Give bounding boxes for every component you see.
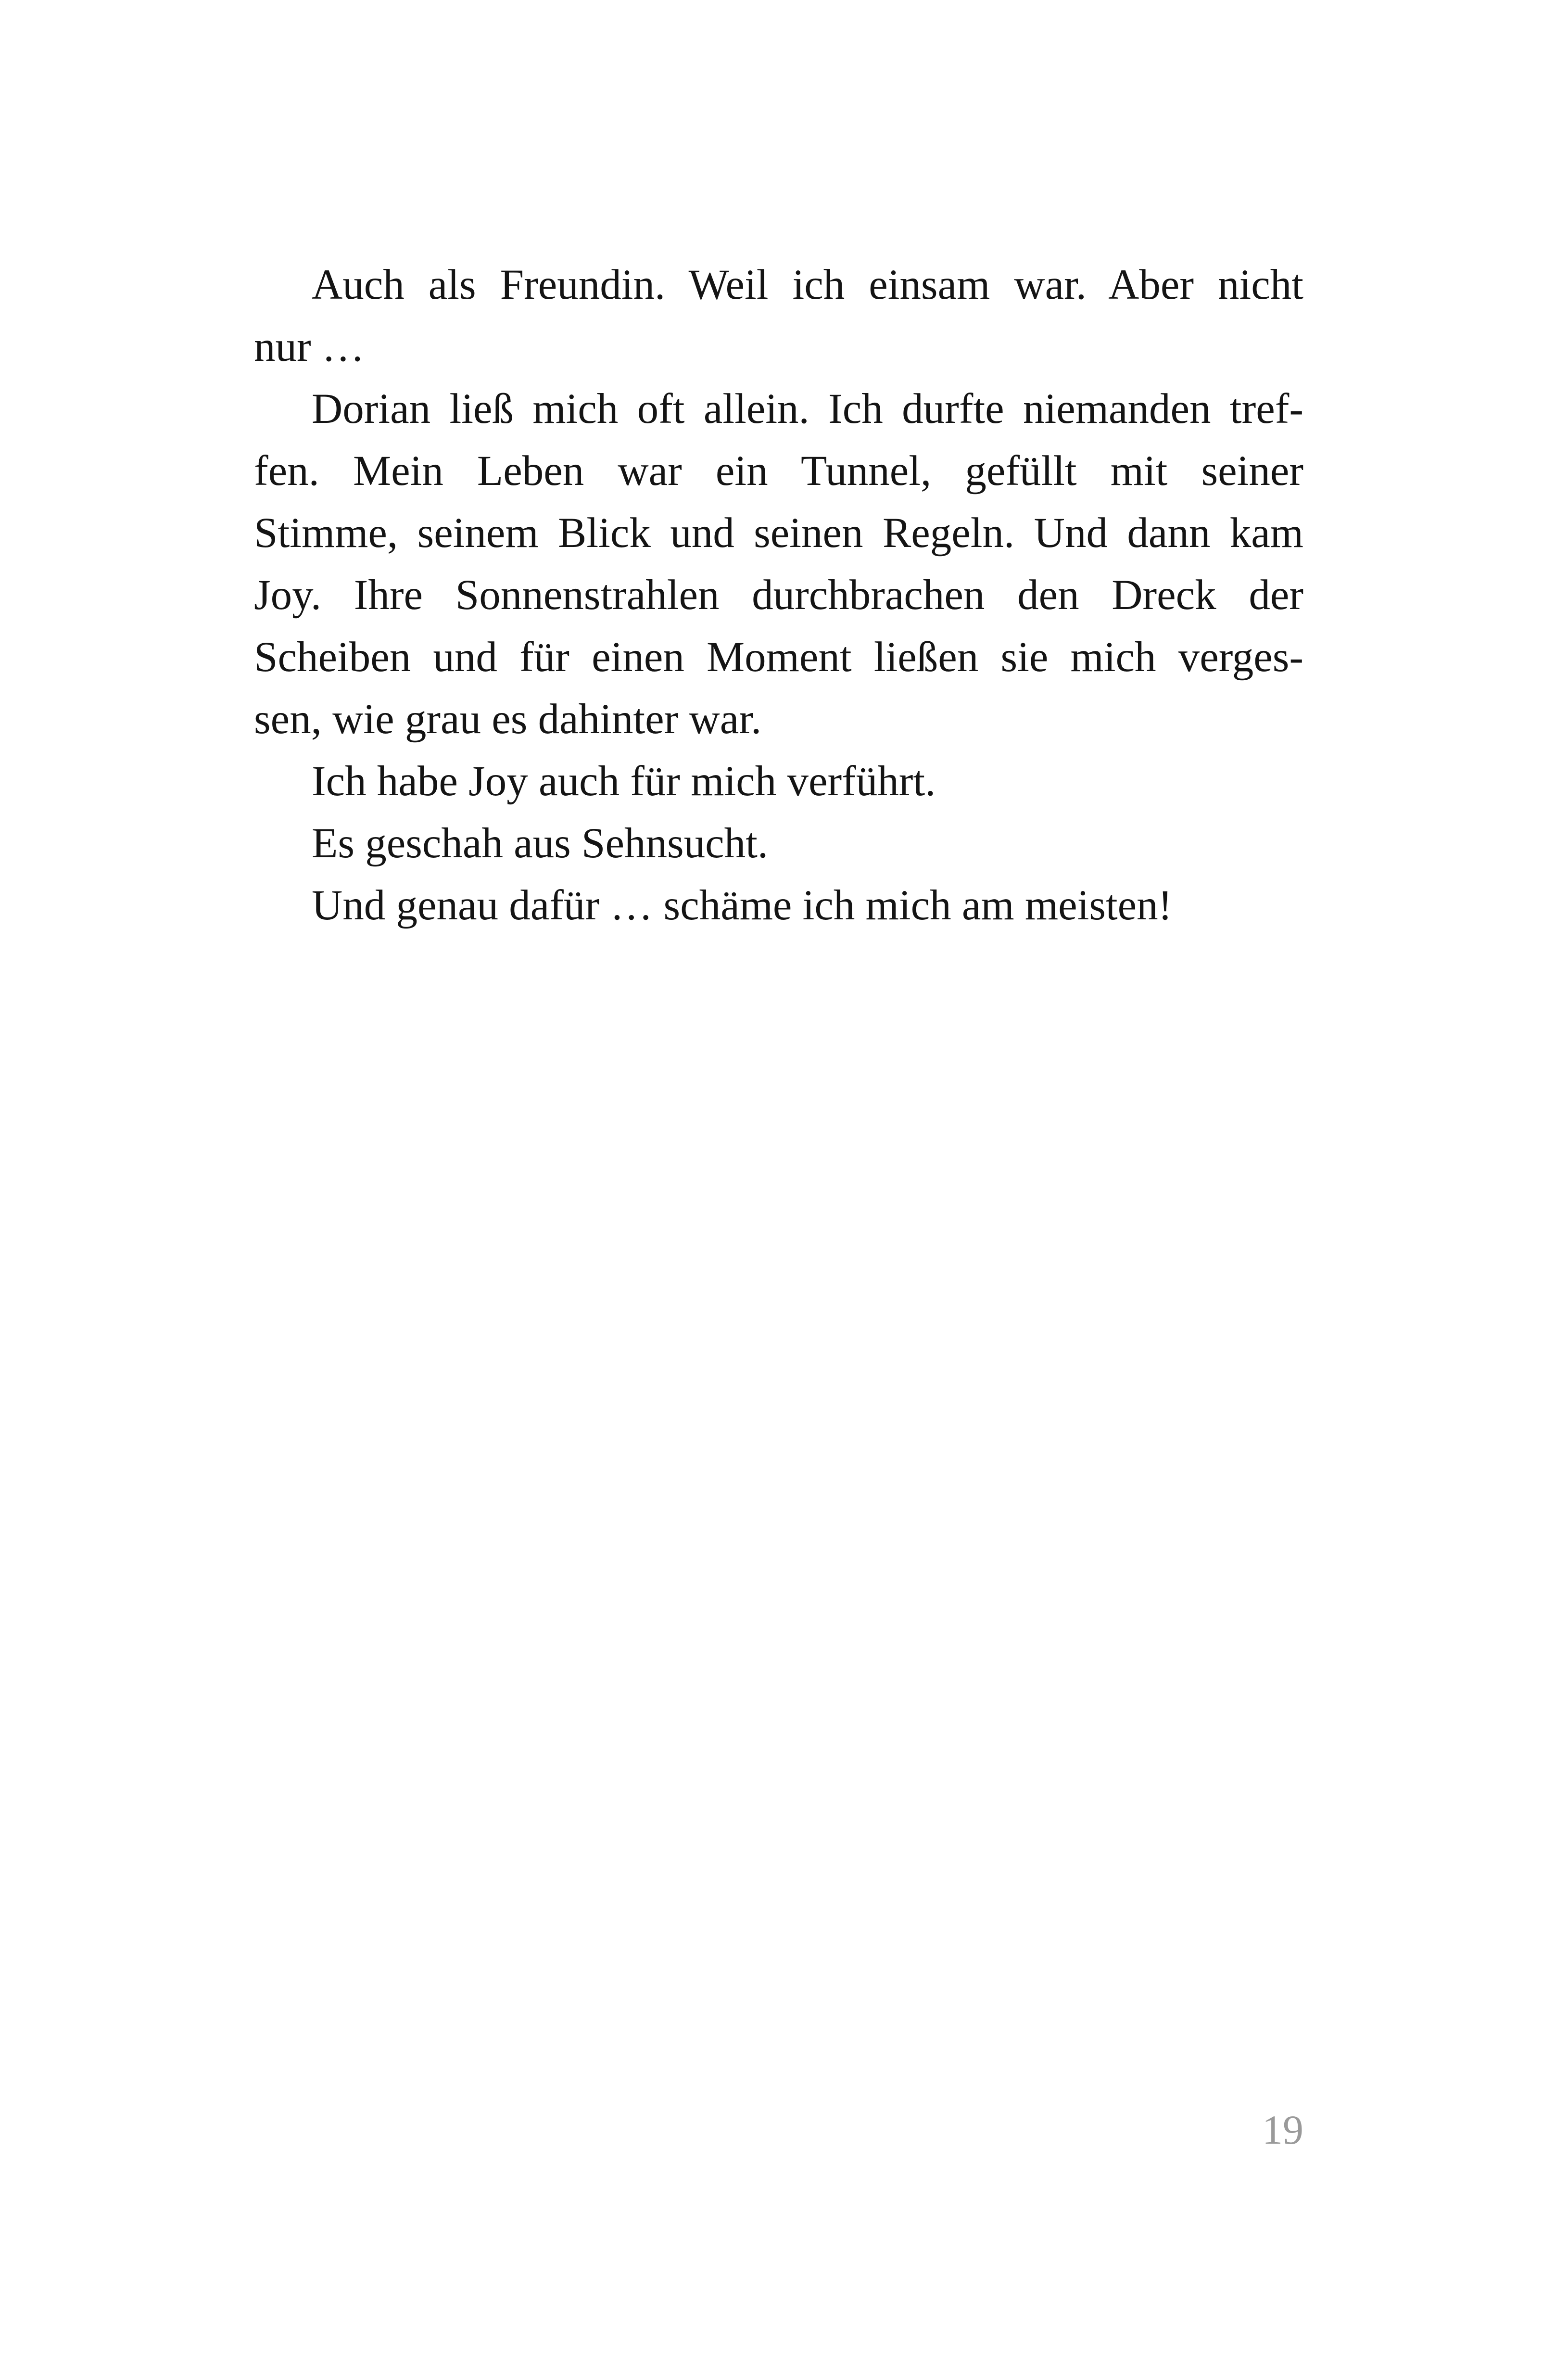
body-text: [254, 254, 1303, 937]
text-line: Und genau dafür … schäme ich mich am meisten!: [312, 882, 1173, 929]
page-number: 19: [1262, 2107, 1303, 2153]
text-line: Ich habe Joy auch für mich verführt.: [312, 758, 936, 805]
text-line: Stimme, seinem Blick und seinen Regeln. Und dann kam: [254, 509, 1303, 557]
text-line: Scheiben und für einen Moment ließen sie mich verges-: [254, 634, 1303, 681]
text-line: Dorian ließ mich oft allein. Ich durfte niemanden tref-: [312, 385, 1303, 432]
text-line: nur …: [254, 323, 365, 370]
text-line: Es geschah aus Sehnsucht.: [312, 820, 769, 867]
text-line: Joy. Ihre Sonnenstrahlen durchbrachen den Dreck der: [254, 572, 1303, 619]
text-line: fen. Mein Leben war ein Tunnel, gefüllt mit seiner: [254, 447, 1303, 495]
text-line: sen, wie grau es dahinter war.: [254, 696, 762, 743]
text-line: Auch als Freundin. Weil ich einsam war. Aber nicht: [312, 261, 1303, 308]
